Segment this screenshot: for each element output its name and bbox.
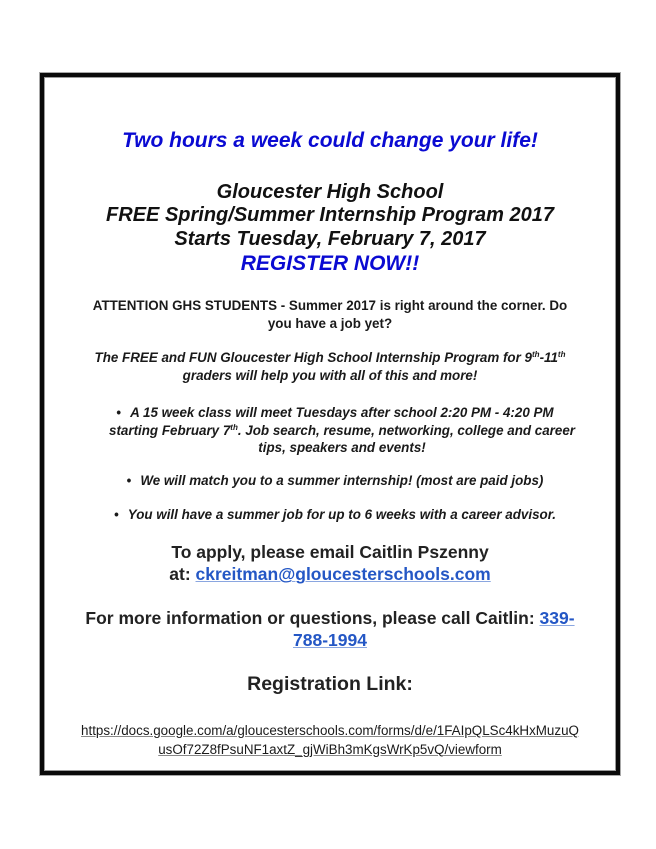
url-line-2 (44, 741, 616, 760)
intro-line-2: graders will help you with all of this and more! (182, 368, 478, 383)
attention-line-2: you have a job yet? (267, 316, 393, 331)
bullet-item-summer-job (44, 506, 616, 524)
info-line-1 (44, 607, 616, 629)
bullet-item-internship (44, 472, 616, 490)
phone-link[interactable]: 339- (539, 608, 575, 628)
registration-url-link-continued[interactable]: usOf72Z8fPsuNF1axtZ_gjWiBh3mKgsWrKp5vQ/viewform (158, 741, 502, 757)
bullet-text: A 15 week class will meet Tuesdays after school 2:20 PM - 4:20 PM (130, 405, 554, 420)
ordinal-suffix: th (557, 350, 566, 359)
bullet-text: We will match you to a summer internship! (most are paid jobs) (140, 473, 544, 488)
bullet-item-class (44, 404, 616, 457)
attention-line-1: ATTENTION GHS STUDENTS - Summer 2017 is right around the corner. Do (92, 298, 568, 313)
bullet-line-1 (44, 404, 616, 422)
intro-paragraph (44, 349, 616, 385)
bullet-icon: • (126, 473, 132, 488)
ordinal-suffix: th (532, 350, 540, 359)
bullet-text: starting February 7 (109, 422, 231, 438)
bullet-text: . Job search, resume, networking, college and career (237, 422, 575, 438)
bullet-line-3: tips, speakers and events! (258, 440, 426, 455)
intro-range: -11 (539, 350, 558, 365)
school-name: Gloucester High School (216, 181, 444, 203)
attention-paragraph (44, 297, 616, 333)
intro-text: The FREE and FUN Gloucester High School Internship Program for 9 (94, 350, 532, 365)
info-section (44, 607, 616, 651)
info-line-2 (44, 629, 616, 651)
bullet-text: You will have a summer job for up to 6 weeks with a career advisor. (127, 507, 556, 522)
apply-line-2 (44, 563, 616, 585)
phone-link-continued[interactable]: 788-1994 (293, 630, 367, 650)
program-title: FREE Spring/Summer Internship Program 2017 (106, 204, 554, 226)
registration-link-title: Registration Link: (247, 673, 413, 695)
url-line-1 (44, 722, 616, 741)
info-text: For more information or questions, please call Caitlin: (85, 608, 540, 628)
start-date: Starts Tuesday, February 7, 2017 (174, 228, 486, 250)
registration-url (44, 722, 616, 759)
bullet-line-1 (44, 472, 616, 490)
bullet-icon: • (114, 507, 119, 522)
bullet-icon: • (116, 405, 122, 420)
apply-at-label: at: (169, 564, 196, 584)
ordinal-suffix: th (230, 422, 238, 432)
registration-url-link[interactable]: https://docs.google.com/a/gloucesterschools.com/forms/d/e/1FAIpQLSc4kHxMuzuQ (81, 723, 579, 738)
intro-line-1 (44, 349, 616, 367)
bullet-line-2 (44, 422, 616, 440)
email-link[interactable]: ckreitman@gloucesterschools.com (195, 564, 491, 584)
bullet-line-1 (44, 506, 616, 524)
register-now-heading: REGISTER NOW!! (240, 252, 420, 275)
apply-line-1: To apply, please email Caitlin Pszenny (171, 542, 489, 562)
tagline: Two hours a week could change your life! (122, 129, 538, 152)
apply-section (44, 541, 616, 585)
